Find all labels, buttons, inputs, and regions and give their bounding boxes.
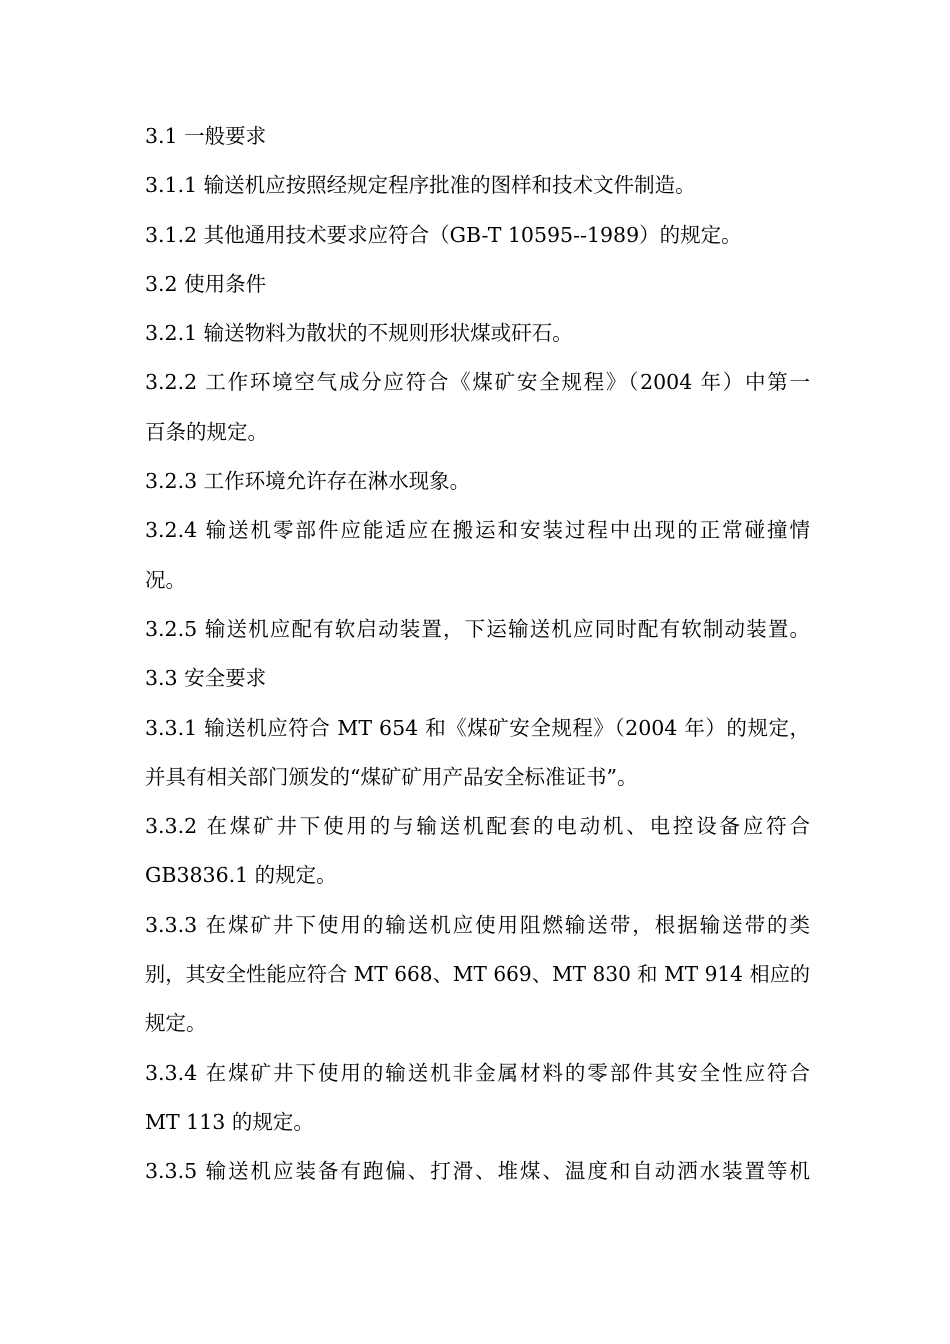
clause-3-3-1-line-2: 并具有相关部门颁发的“煤矿矿用产品安全标准证书”。 bbox=[145, 764, 638, 789]
clause-3-3-3-line-3: 规定。 bbox=[145, 1011, 207, 1036]
clause-3-1-2: 3.1.2 其他通用技术要求应符合（GB-T 10595--1989）的规定。 bbox=[145, 222, 742, 247]
clause-3-2-4-line-1: 3.2.4 输送机零部件应能适应在搬运和安装过程中出现的正常碰撞情 bbox=[145, 518, 810, 543]
clause-3-3-2-line-2: GB3836.1 的规定。 bbox=[145, 863, 337, 888]
clause-3-2-2-line-1: 3.2.2 工作环境空气成分应符合《煤矿安全规程》（2004 年）中第一 bbox=[145, 370, 810, 395]
clause-3-3-4-line-2: MT 113 的规定。 bbox=[145, 1109, 314, 1134]
document-body bbox=[145, 112, 810, 1197]
clause-3-3-3-line-1: 3.3.3 在煤矿井下使用的输送机应使用阻燃输送带，根据输送带的类 bbox=[145, 912, 810, 937]
clause-3-3-3-line-2: 别，其安全性能应符合 MT 668、MT 669、MT 830 和 MT 914 相应的 bbox=[145, 962, 810, 987]
clause-3-2-3: 3.2.3 工作环境允许存在淋水现象。 bbox=[145, 469, 471, 494]
section-heading-3-2: 3.2 使用条件 bbox=[145, 271, 267, 296]
clause-3-1-1: 3.1.1 输送机应按照经规定程序批准的图样和技术文件制造。 bbox=[145, 173, 696, 198]
clause-3-3-4-line-1: 3.3.4 在煤矿井下使用的输送机非金属材料的零部件其安全性应符合 bbox=[145, 1060, 810, 1085]
clause-3-2-2-line-2: 百条的规定。 bbox=[145, 419, 268, 444]
clause-3-3-5-line-1: 3.3.5 输送机应装备有跑偏、打滑、堆煤、温度和自动洒水装置等机 bbox=[145, 1159, 810, 1184]
clause-3-2-4-line-2: 况。 bbox=[145, 567, 186, 592]
section-heading-3-1: 3.1 一般要求 bbox=[145, 124, 267, 148]
clause-3-2-5: 3.2.5 输送机应配有软启动装置，下运输送机应同时配有软制动装置。 bbox=[145, 616, 810, 641]
section-heading-3-3: 3.3 安全要求 bbox=[145, 666, 267, 691]
clause-3-3-2-line-1: 3.3.2 在煤矿井下使用的与输送机配套的电动机、电控设备应符合 bbox=[145, 814, 810, 839]
clause-3-2-1: 3.2.1 输送物料为散状的不规则形状煤或矸石。 bbox=[145, 321, 573, 346]
clause-3-3-1-line-1: 3.3.1 输送机应符合 MT 654 和《煤矿安全规程》（2004 年）的规定， bbox=[145, 715, 810, 740]
